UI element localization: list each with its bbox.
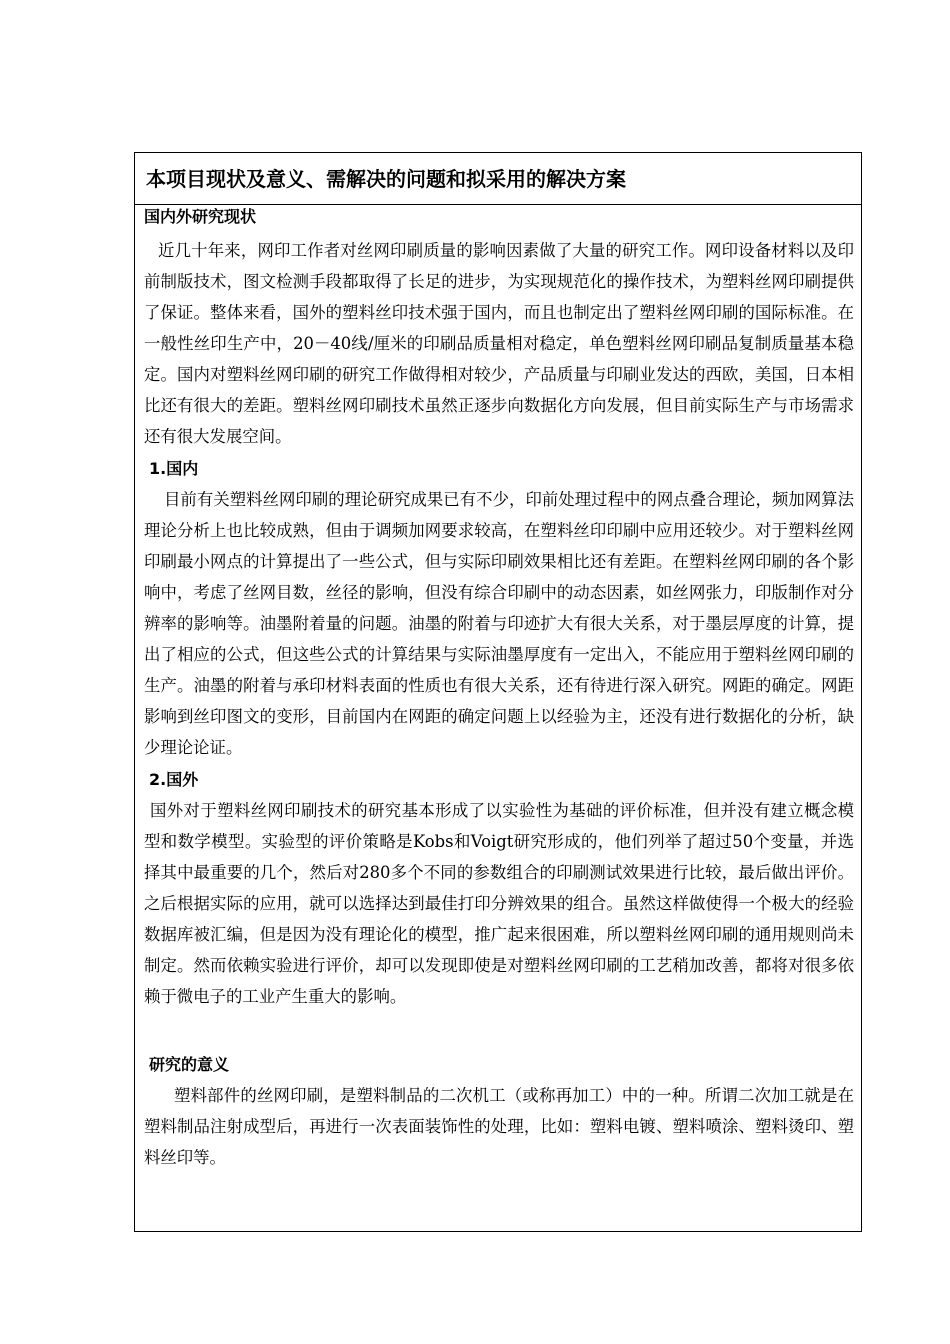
- paragraph-research-status: 近几十年来，网印工作者对丝网印刷质量的影响因素做了大量的研究工作。网印设备材料以及印前制版技术，图文检测手段都取得了长足的进步，为实现规范化的操作技术，为塑料丝网印刷提供了保证。整体来看，国外的塑料丝印技术强于国内，而且也制定出了塑料丝网印刷的国际标准。在一般性丝印生产中，20－40线/厘米的印刷品质量相对稳定，单色塑料丝网印刷品复制质量基本稳定。国内对塑料丝网印刷的研究工作做得相对较少，产品质量与印刷业发达的西欧，美国，日本相比还有很大的差距。塑料丝网印刷技术虽然正逐步向数据化方向发展，但目前实际生产与市场需求还有很大发展空间。: [144, 241, 854, 446]
- heading-foreign: 2.国外: [149, 770, 199, 789]
- section-title: 本项目现状及意义、需解决的问题和拟采用的解决方案: [146, 167, 626, 191]
- content-cell: [144, 207, 854, 1173]
- heading-research-status: 国内外研究现状: [144, 207, 257, 226]
- heading-significance: 研究的意义: [149, 1055, 230, 1074]
- document-table: [134, 152, 862, 1232]
- paragraph-domestic: 目前有关塑料丝网印刷的理论研究成果已有不少，印前处理过程中的网点叠合理论，频加网算法理论分析上也比较成熟，但由于调频加网要求较高，在塑料丝印印刷中应用还较少。对于塑料丝网印刷最小网点的计算提出了一些公式，但与实际印刷效果相比还有差距。在塑料丝网印刷的各个影响中，考虑了丝网目数，丝径的影响，但没有综合印刷中的动态因素，如丝网张力，印版制作对分辨率的影响等。油墨附着量的问题。油墨的附着与印迹扩大有很大关系，对于墨层厚度的计算，提出了相应的公式，但这些公式的计算结果与实际油墨厚度有一定出入，不能应用于塑料丝网印刷的生产。油墨的附着与承印材料表面的性质也有很大关系，还有待进行深入研究。网距的确定。网距影响到丝印图文的变形，目前国内在网距的确定问题上以经验为主，还没有进行数据化的分析，缺少理论论证。: [144, 490, 854, 757]
- paragraph-significance: 塑料部件的丝网印刷，是塑料制品的二次机工（或称再加工）中的一种。所谓二次加工就是在塑料制品注射成型后，再进行一次表面装饰性的处理，比如：塑料电镀、塑料喷涂、塑料烫印、塑料丝印等。: [144, 1086, 854, 1167]
- paragraph-foreign: 国外对于塑料丝网印刷技术的研究基本形成了以实验性为基础的评价标准，但并没有建立概念模型和数学模型。实验型的评价策略是Kobs和Voigt研究形成的，他们列举了超过50个变量，并选择其中最重要的几个，然后对280多个不同的参数组合的印刷测试效果进行比较，最后做出评价。之后根据实际的应用，就可以选择达到最佳打印分辨效果的组合。虽然这样做使得一个极大的经验数据库被汇编，但是因为没有理论化的模型，推广起来很困难，所以塑料丝网印刷的通用规则尚未制定。然而依赖实验进行评价，却可以发现即使是对塑料丝网印刷的工艺稍加改善，都将对很多依赖于微电子的工业产生重大的影响。: [144, 801, 854, 1006]
- title-row: [135, 153, 861, 205]
- heading-domestic: 1.国内: [149, 459, 199, 478]
